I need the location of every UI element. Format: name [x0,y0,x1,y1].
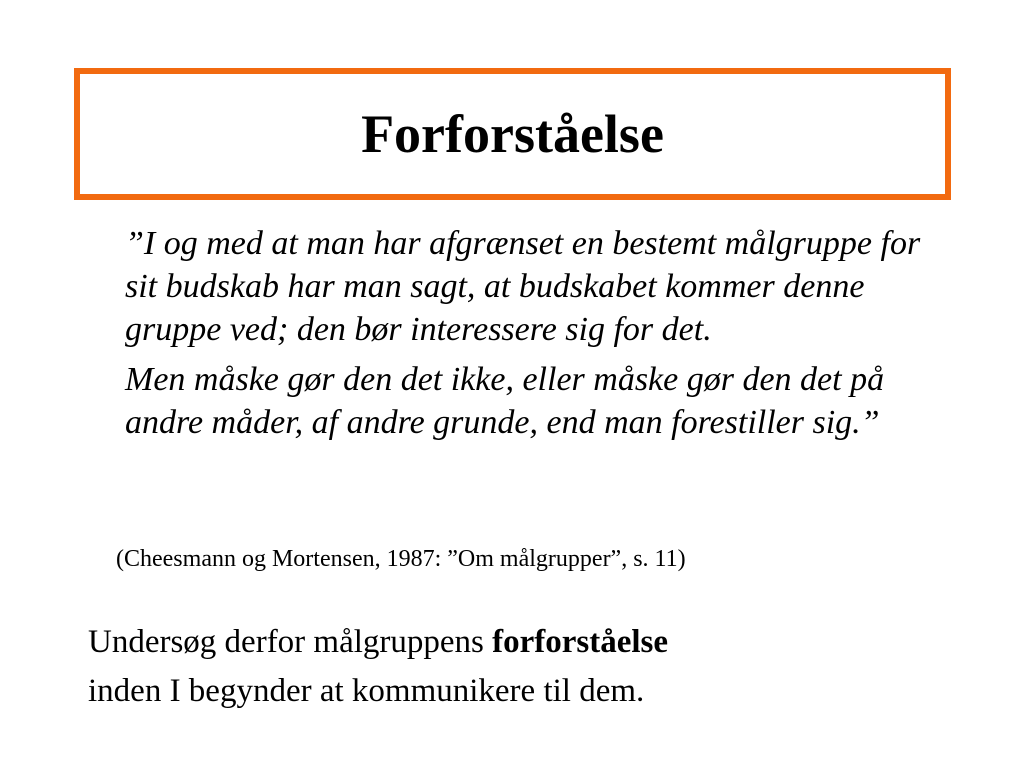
conclusion-part-1: Undersøg derfor målgruppens [88,624,493,660]
quote-block [125,222,925,444]
title-box [74,68,951,200]
quote-paragraph-1: ”I og med at man har afgrænset en bestemt målgruppe for sit budskab har man sagt, at budskabet kommer denne gruppe ved; den bør interessere sig for det. [125,225,921,348]
conclusion-text [88,618,948,716]
slide-title: Forforståelse [361,104,664,164]
quote-paragraph-2: Men måske gør den det ikke, eller måske gør den det på andre måder, af andre grunde, end man forestiller sig.” [125,361,885,441]
conclusion-part-2: inden I begynder at kommunikere til dem. [88,673,645,709]
citation: (Cheesmann og Mortensen, 1987: ”Om målgrupper”, s. 11) [116,546,686,572]
conclusion-bold-term: forforståelse [492,624,669,660]
